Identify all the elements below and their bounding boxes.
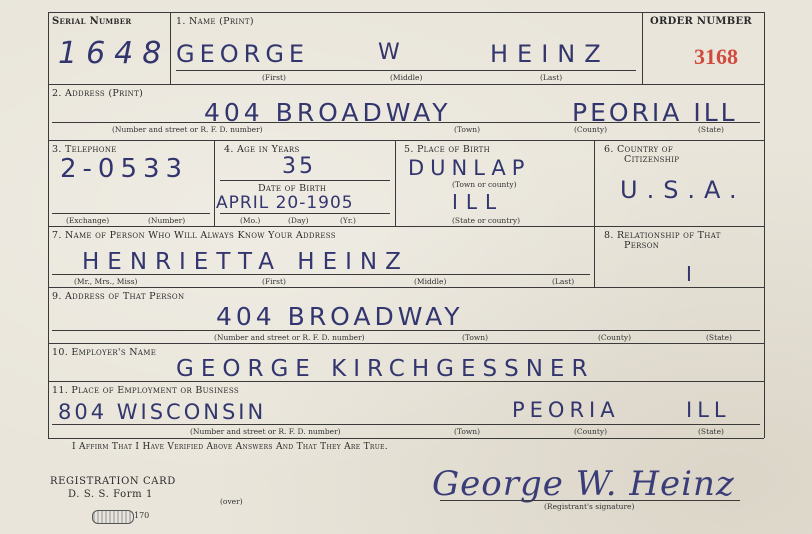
form-code: 170 xyxy=(134,511,150,520)
contact-town-sub: (Town) xyxy=(462,333,489,342)
dob-value: APRIL 20-1905 xyxy=(216,193,354,213)
order-number-value: 3168 xyxy=(694,44,738,69)
serial-number-value: 1648 xyxy=(58,36,171,71)
registration-card-title: REGISTRATION CARD xyxy=(50,476,176,487)
employment-underline xyxy=(52,424,760,425)
dob-label: Date of Birth xyxy=(258,183,327,194)
rule xyxy=(48,226,764,227)
rule xyxy=(48,12,49,438)
contact-address-value: 404 BROADWAY xyxy=(216,302,464,331)
age-underline xyxy=(220,180,390,181)
rule xyxy=(48,140,764,141)
employment-street-value: 804 WISCONSIN xyxy=(58,400,267,424)
telephone-underline xyxy=(52,213,210,214)
rule xyxy=(395,140,396,226)
employment-place-label: 11. Place of Employment or Business xyxy=(52,385,239,396)
contact-first-sub: (First) xyxy=(262,277,286,286)
rule xyxy=(48,84,764,85)
contact-person-label: 7. Name of Person Who Will Always Know Your Address xyxy=(52,230,336,241)
age-label: 4. Age in Years xyxy=(224,144,300,155)
employment-state-sub: (State) xyxy=(698,427,724,436)
address-town-sub: (Town) xyxy=(454,125,481,134)
employer-value: GEORGE KIRCHGESSNER xyxy=(176,356,595,382)
telephone-label: 3. Telephone xyxy=(52,144,117,155)
middle-name-value: W xyxy=(378,40,403,65)
contact-state-sub: (State) xyxy=(706,333,732,342)
age-value: 35 xyxy=(282,154,316,179)
last-sub-label: (Last) xyxy=(540,73,563,82)
first-name-value: GEORGE xyxy=(176,40,310,68)
contact-underline xyxy=(52,274,590,275)
contact-last-sub: (Last) xyxy=(552,277,575,286)
address-underline xyxy=(52,122,760,123)
rule xyxy=(594,140,595,287)
name-underline xyxy=(176,70,636,71)
order-number-label: ORDER NUMBER xyxy=(650,16,753,27)
employment-city-value: PEORIA xyxy=(512,398,620,422)
rule xyxy=(48,12,764,13)
last-name-value: HEINZ xyxy=(490,40,610,68)
employment-town-sub: (Town) xyxy=(454,427,481,436)
affirmation-text: I Affirm That I Have Verified Above Answers And That They Are True. xyxy=(72,442,388,452)
citizenship-value: U.S.A. xyxy=(620,176,746,204)
address-street-value: 404 BROADWAY xyxy=(204,98,452,127)
rule xyxy=(214,140,215,226)
first-sub-label: (First) xyxy=(262,73,286,82)
contact-mr-sub: (Mr., Mrs., Miss) xyxy=(74,277,138,286)
yr-sub: (Yr.) xyxy=(340,216,356,225)
birthplace-state-value: ILL xyxy=(452,190,505,214)
relationship-value: I xyxy=(686,262,695,286)
citizenship-label-2: Citizenship xyxy=(624,154,680,165)
employment-street-sub: (Number and street or R. F. D. number) xyxy=(190,427,341,436)
contact-person-value: HENRIETTA HEINZ xyxy=(82,249,409,275)
birthplace-state-sub: (State or country) xyxy=(452,216,521,225)
middle-sub-label: (Middle) xyxy=(390,73,423,82)
serial-number-label: Serial Number xyxy=(52,16,132,27)
rule xyxy=(48,287,764,288)
address-street-sub: (Number and street or R. F. D. number) xyxy=(112,125,263,134)
rule xyxy=(48,343,764,344)
address-county-sub: (County) xyxy=(574,125,608,134)
birthplace-town-sub: (Town or county) xyxy=(452,180,517,189)
address-label: 2. Address (Print) xyxy=(52,88,144,99)
rule xyxy=(764,12,765,438)
printer-seal-icon xyxy=(92,510,134,524)
exchange-sub: (Exchange) xyxy=(66,216,110,225)
birthplace-town-value: DUNLAP xyxy=(408,156,531,180)
day-sub: (Day) xyxy=(288,216,309,225)
telephone-value: 2-0533 xyxy=(60,154,189,184)
number-sub: (Number) xyxy=(148,216,186,225)
mo-sub: (Mo.) xyxy=(240,216,261,225)
over-note: (over) xyxy=(220,497,243,506)
rule xyxy=(48,438,764,439)
rule xyxy=(642,12,643,84)
contact-middle-sub: (Middle) xyxy=(414,277,447,286)
contact-address-label: 9. Address of That Person xyxy=(52,291,185,302)
signature-underline xyxy=(440,500,740,501)
contact-address-underline xyxy=(52,330,760,331)
dob-underline xyxy=(220,213,390,214)
registrant-signature: George W. Heinz xyxy=(432,464,735,504)
birthplace-label: 5. Place of Birth xyxy=(404,144,491,155)
citizenship-label-1: 6. Country of xyxy=(604,144,673,155)
address-state-sub: (State) xyxy=(698,125,724,134)
name-label: 1. Name (Print) xyxy=(176,16,254,27)
signature-sub: (Registrant's signature) xyxy=(544,502,635,511)
employment-state-value: ILL xyxy=(686,398,731,422)
employment-county-sub: (County) xyxy=(574,427,608,436)
form-name: D. S. S. Form 1 xyxy=(68,489,153,500)
relationship-label-1: 8. Relationship of That xyxy=(604,230,721,241)
address-city-value: PEORIA ILL xyxy=(572,98,738,127)
employer-label: 10. Employer's Name xyxy=(52,347,157,358)
relationship-label-2: Person xyxy=(624,240,660,251)
contact-county-sub: (County) xyxy=(598,333,632,342)
contact-street-sub: (Number and street or R. F. D. number) xyxy=(214,333,365,342)
